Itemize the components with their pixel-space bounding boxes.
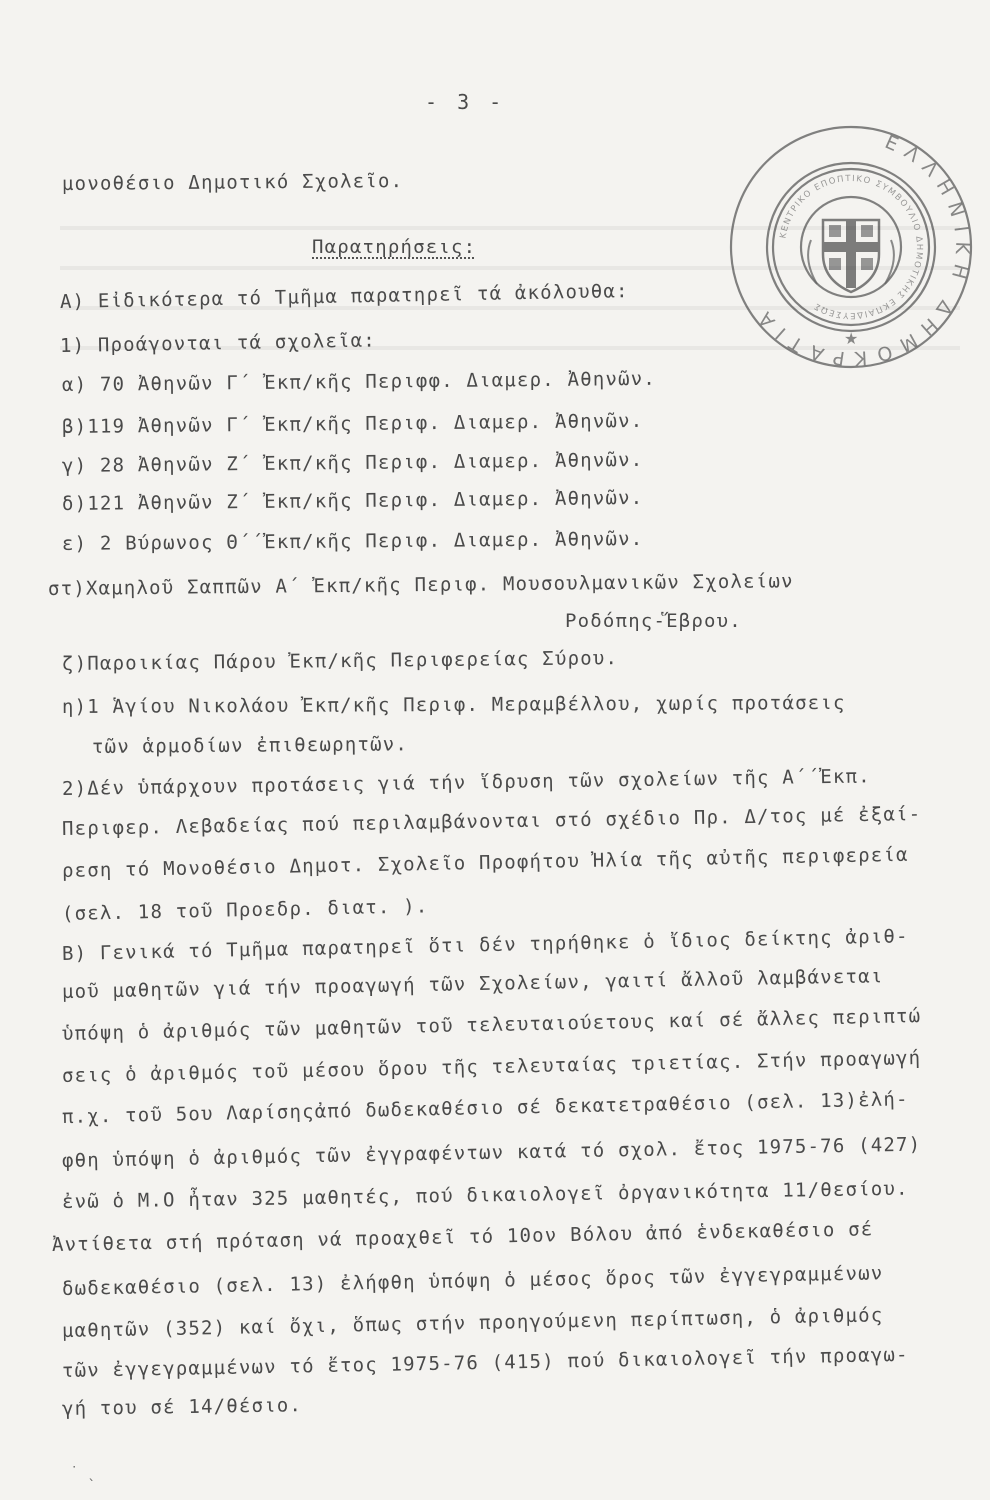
text-line: 2)Δέν ὑπάρχουν προτάσεις γιά τήν ἵδρυση τῶν σχολείων τῆς Α΄΄Ἐκπ. bbox=[61, 765, 871, 800]
text-line: γ) 28 Ἀθηνῶν Ζ΄ Ἐκπ/κῆς Περιφ. Διαμερ. Ἀθηνῶν. bbox=[61, 448, 644, 477]
text-line: μονοθέσιο Δημοτικό Σχολεῖο. bbox=[61, 170, 404, 195]
text-line: ὑπόψη ὁ ἀριθμός τῶν μαθητῶν τοῦ τελευταιούετους καί σέ ἄλλες περιπτώ bbox=[61, 1005, 922, 1045]
svg-text:ΚΕΝΤΡΙΚΟ ΕΠΟΠΤΙΚΟ ΣΥΜΒΟΥΛΙΟ ΔΗ: ΚΕΝΤΡΙΚΟ ΕΠΟΠΤΙΚΟ ΣΥΜΒΟΥΛΙΟ ΔΗΜΟΤΙΚΗΣ ΕΚΠΑΙΔΕΥΣΕΩΣ bbox=[778, 173, 925, 321]
text-line: ρεση τό Μονοθέσιο Δημοτ. Σχολεῖο Προφήτου Ἠλία τῆς αὐτῆς περιφερεία bbox=[61, 843, 909, 882]
page-number: - 3 - bbox=[425, 90, 506, 114]
text-line: Ἀντίθετα στή πρόταση νά προαχθεῖ τό 10ον Βόλου ἀπό ἑνδεκαθέσιο σέ bbox=[51, 1218, 874, 1256]
text-line: φθη ὑπόψη ὁ ἀριθμός τῶν ἐγγραφέντων κατά τό σχολ. ἔτος 1975-76 (427) bbox=[61, 1133, 922, 1172]
text-line: στ)Χαμηλοῦ Σαππῶν Α΄ Ἐκπ/κῆς Περιφ. Μουσουλμανικῶν Σχολείων bbox=[47, 570, 794, 600]
text-line: β)119 Ἀθηνῶν Γ΄ Ἐκπ/κῆς Περιφ. Διαμερ. Ἀθηνῶν. bbox=[61, 409, 644, 438]
text-line: τῶν ἁρμοδίων ἐπιθεωρητῶν. bbox=[91, 733, 409, 758]
text-line: ζ)Παροικίας Πάρου Ἐκπ/κῆς Περιφερείας Σύρου. bbox=[61, 647, 619, 675]
bleed-through-shadow bbox=[60, 200, 960, 350]
text-line: α) 70 Ἀθηνῶν Γ΄ Ἐκπ/κῆς Περιφφ. Διαμερ. Ἀθηνῶν. bbox=[61, 367, 657, 396]
text-line: (σελ. 18 τοῦ Προεδρ. διατ. ). bbox=[61, 895, 429, 925]
text-line: σεις ὁ ἀριθμός τοῦ μέσου ὅρου τῆς τελευταίας τριετίας. Στήν προαγωγή bbox=[61, 1047, 922, 1087]
text-line: Β) Γενικά τό Τμῆμα παρατηρεῖ ὅτι δέν τηρήθηκε ὁ ἴδιος δείκτης ἀριθ- bbox=[61, 925, 909, 965]
svg-text:ΕΛΛΗΝΙΚΗ ΔΗΜΟΚΡΑΤΙΑ: ΕΛΛΗΝΙΚΗ ΔΗΜΟΚΡΑΤΙΑ bbox=[748, 131, 974, 370]
text-line: δωδεκαθέσιο (σελ. 13) ἐλήφθη ὑπόψη ὁ μέσος ὅρος τῶν ἐγγεγραμμένων bbox=[61, 1262, 884, 1300]
margin-mark: ˙ ˎ bbox=[70, 1465, 96, 1481]
text-line: δ)121 Ἀθηνῶν Ζ΄ Ἐκπ/κῆς Περιφ. Διαμερ. Ἀθηνῶν. bbox=[61, 486, 644, 515]
text-line: Α) Εἰδικότερα τό Τμῆμα παρατηρεῖ τά ἀκόλουθα: bbox=[59, 280, 629, 313]
text-line: Ροδόπης-Ἕβρου. bbox=[565, 610, 742, 632]
text-line: τῶν ἐγγεγραμμένων τό ἔτος 1975-76 (415) πού δικαιολογεῖ τήν προαγω- bbox=[61, 1343, 909, 1382]
text-line: ε) 2 Βύρωνος Θ΄΄Ἐκπ/κῆς Περιφ. Διαμερ. Ἀθηνῶν. bbox=[61, 527, 644, 555]
section-heading: Παρατηρήσεις: bbox=[312, 236, 477, 258]
text-line: Περιφερ. Λεβαδείας πού περιλαμβάνονται στό σχέδιο Πρ. Δ/τος μέ ἐξαί- bbox=[61, 803, 922, 840]
text-line: 1) Προάγονται τά σχολεῖα: bbox=[59, 329, 377, 357]
text-line: π.χ. τοῦ 5ου Λαρίσηςἀπό δωδεκαθέσιο σέ δεκατετραθέσιο (σελ. 13)ἐλή- bbox=[61, 1088, 909, 1128]
svg-text:★: ★ bbox=[844, 329, 859, 348]
text-line: ἐνῶ ὁ Μ.Ο ἦταν 325 μαθητές, πού δικαιολογεῖ ὀργανικότητα 11/θεσίου. bbox=[61, 1177, 909, 1213]
text-line: γή του σέ 14/θέσιο. bbox=[61, 1394, 303, 1420]
text-line: μοῦ μαθητῶν γιά τήν προαγωγή τῶν Σχολείων, γαιτί ἄλλοῦ λαμβάνεται bbox=[61, 965, 884, 1003]
text-line: η)1 Ἁγίου Νικολάου Ἐκπ/κῆς Περιφ. Μεραμβέλλου, χωρίς προτάσεις bbox=[61, 691, 846, 718]
text-line: μαθητῶν (352) καί ὄχι, ὅπως στήν προηγούμενη περίπτωση, ὁ ἀριθμός bbox=[61, 1304, 884, 1342]
